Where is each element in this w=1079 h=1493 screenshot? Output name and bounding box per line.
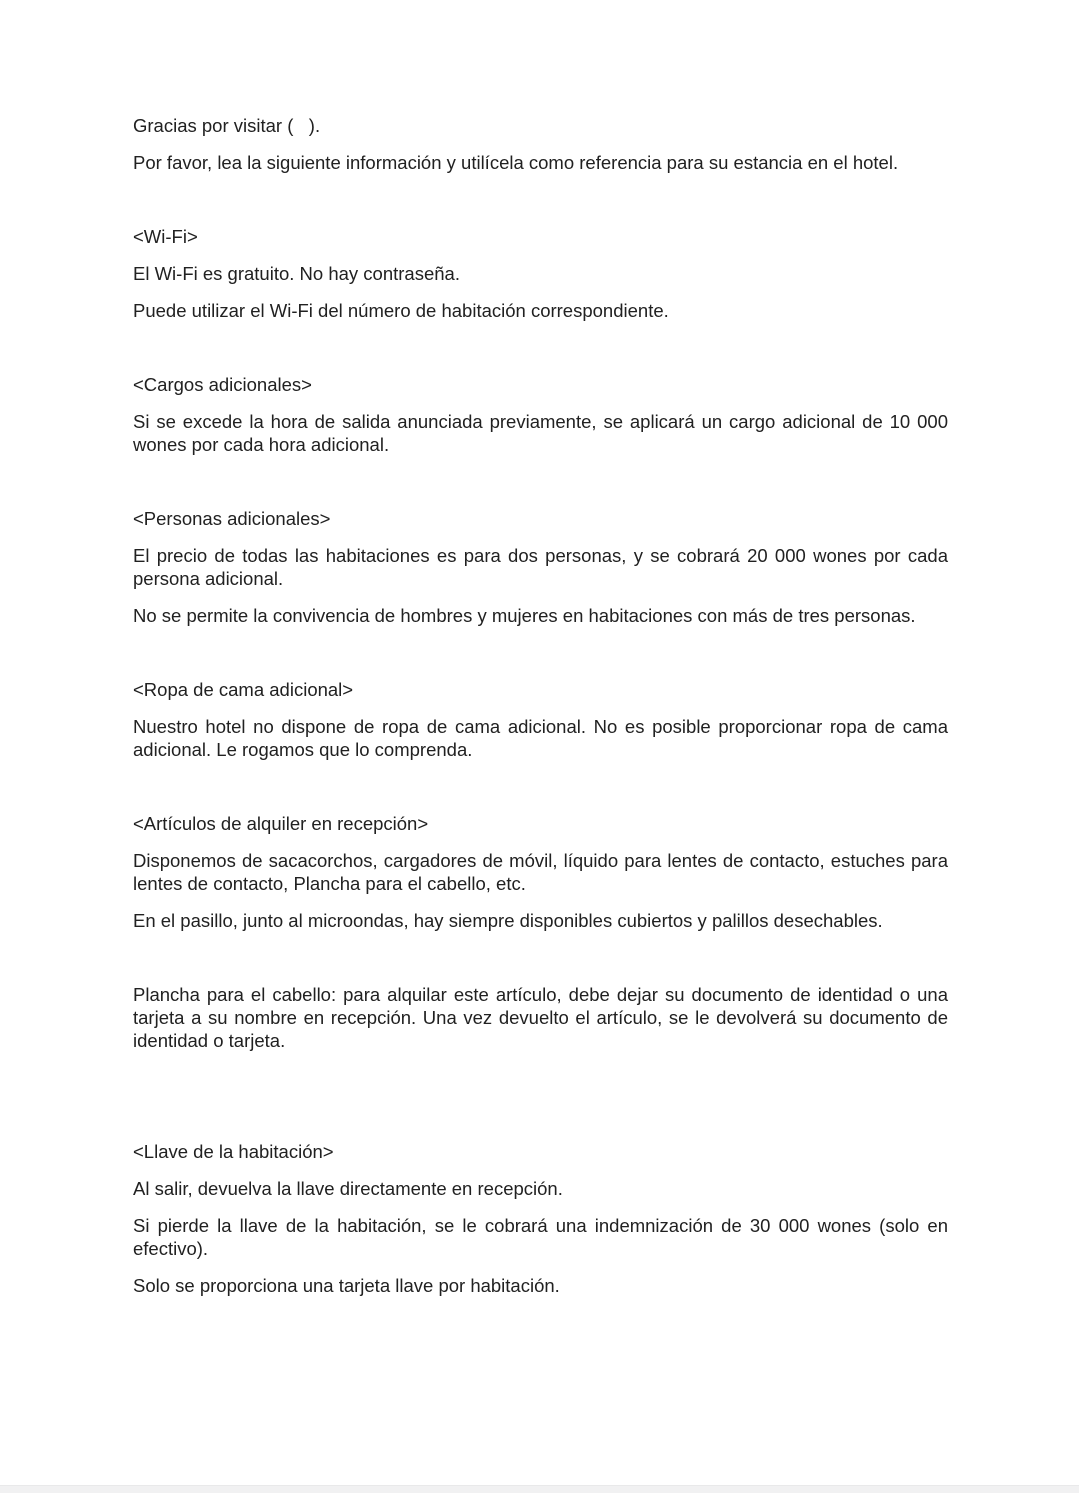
- paragraph: Si se excede la hora de salida anunciada previamente, se aplicará un cargo adicional de 10 000 wones por cada hora adicional.: [133, 411, 948, 455]
- section-wifi: [133, 225, 948, 322]
- section-personas-adicionales: [133, 507, 948, 627]
- section-heading: <Personas adicionales>: [133, 508, 331, 529]
- section-heading: <Wi-Fi>: [133, 226, 198, 247]
- section-ropa-de-cama: [133, 678, 948, 761]
- paragraph: Solo se proporciona una tarjeta llave por habitación.: [133, 1275, 560, 1296]
- blank-line: [133, 775, 948, 812]
- section-heading: <Ropa de cama adicional>: [133, 679, 354, 700]
- paragraph: El Wi-Fi es gratuito. No hay contraseña.: [133, 263, 460, 284]
- blank-line: [133, 336, 948, 373]
- paragraph: Nuestro hotel no dispone de ropa de cama adicional. No es posible proporcionar ropa de cama adicional. Le rogamos que lo comprenda.: [133, 716, 948, 760]
- intro-paragraph: Por favor, lea la siguiente información y utilícela como referencia para su estancia en el hotel.: [133, 152, 899, 173]
- section-heading: <Cargos adicionales>: [133, 374, 312, 395]
- blank-line: [133, 1066, 948, 1103]
- intro-paragraph: Gracias por visitar ( ).: [133, 115, 321, 136]
- page-bottom-edge: [0, 1485, 1079, 1493]
- paragraph: No se permite la convivencia de hombres y mujeres en habitaciones con más de tres personas.: [133, 605, 916, 626]
- paragraph: Disponemos de sacacorchos, cargadores de móvil, líquido para lentes de contacto, estuches para lentes de contacto, Plancha para el cabello, etc.: [133, 850, 948, 894]
- section-heading: <Artículos de alquiler en recepción>: [133, 813, 429, 834]
- paragraph: En el pasillo, junto al microondas, hay siempre disponibles cubiertos y palillos desechables.: [133, 910, 883, 931]
- blank-line: [133, 1103, 948, 1140]
- paragraph: Puede utilizar el Wi-Fi del número de habitación correspondiente.: [133, 300, 669, 321]
- paragraph: Plancha para el cabello: para alquilar este artículo, debe dejar su documento de identidad o una tarjeta a su nombre en recepción. Una vez devuelto el artículo, se le devolverá su documento de identidad o tarjeta.: [133, 984, 948, 1051]
- section-llave-habitacion: [133, 1140, 948, 1297]
- paragraph: Si pierde la llave de la habitación, se le cobrará una indemnización de 30 000 wones (solo en efectivo).: [133, 1215, 948, 1259]
- section-cargos-adicionales: [133, 373, 948, 456]
- section-articulos-alquiler: [133, 812, 948, 1052]
- blank-line: [133, 188, 948, 225]
- blank-line: [133, 470, 948, 507]
- blank-line: [133, 946, 948, 983]
- section-heading: <Llave de la habitación>: [133, 1141, 334, 1162]
- paragraph: Al salir, devuelva la llave directamente en recepción.: [133, 1178, 563, 1199]
- blank-line: [133, 641, 948, 678]
- paragraph: El precio de todas las habitaciones es para dos personas, y se cobrará 20 000 wones por cada persona adicional.: [133, 545, 948, 589]
